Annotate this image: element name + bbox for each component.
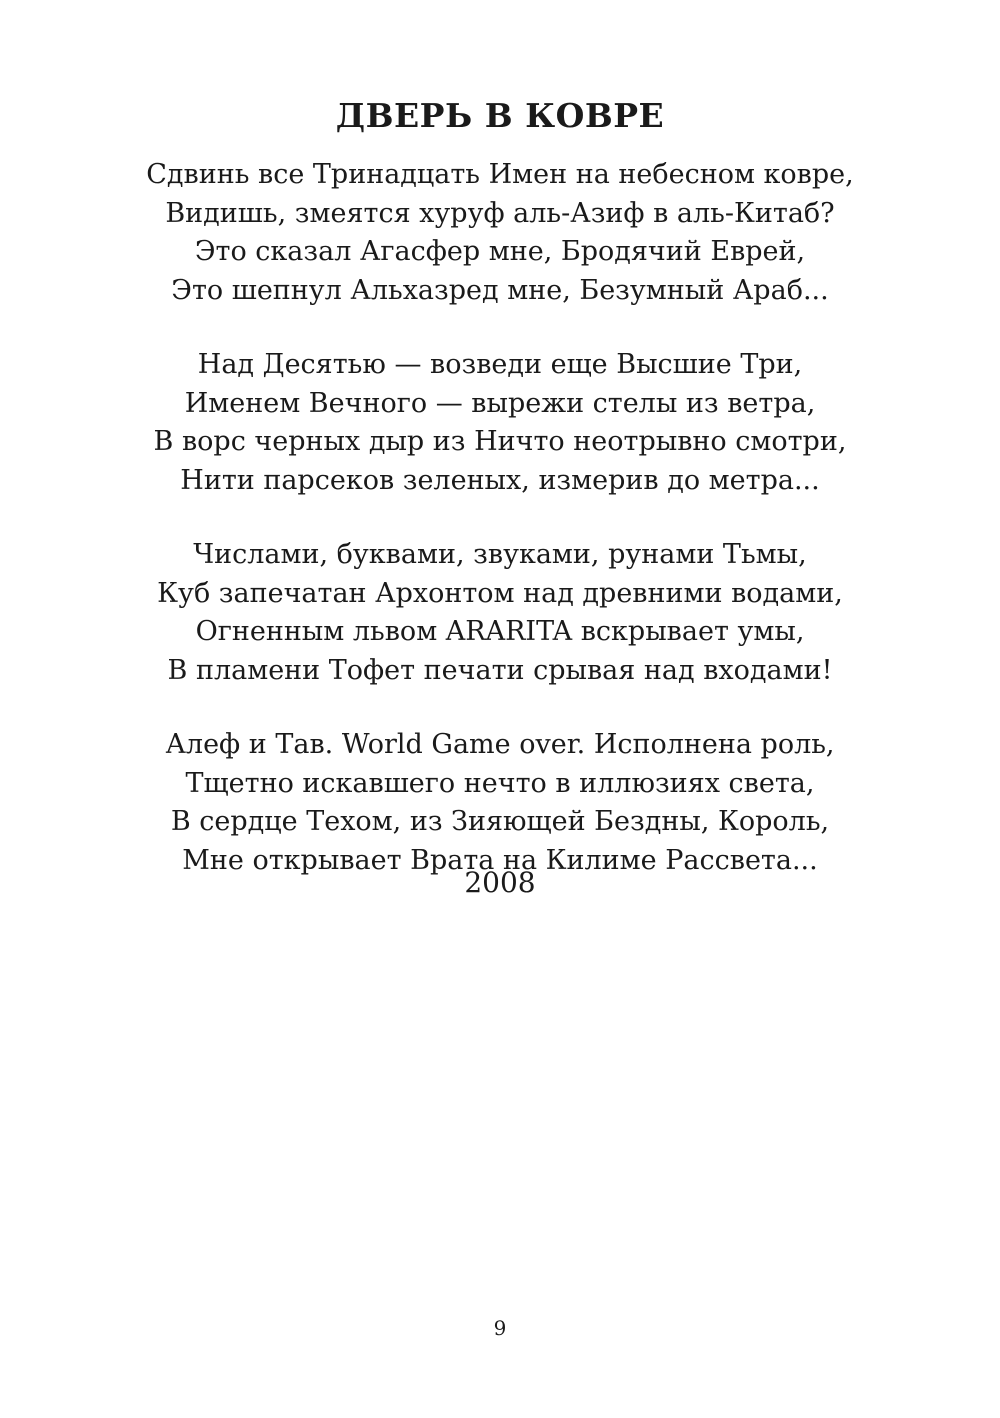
poem-line: В сердце Техом, из Зияющей Бездны, Король, [170, 806, 830, 837]
poem-line: Куб запечатан Архонтом над древними водами, [157, 577, 843, 609]
poem-line: Над Десятью — возведи еще Высшие Три, [197, 349, 803, 380]
poem-line: Это шепнул Альхазред мне, Безумный Араб... [171, 274, 829, 306]
poem-year: 2008 [464, 866, 536, 899]
poem-line: Мне открывает Врата на Килиме Рассвета... [182, 844, 818, 876]
poem-line: Это сказал Агасфер мне, Бродячий Еврей, [194, 236, 806, 267]
poem-line: Тщетно искавшего нечто в иллюзиях света, [185, 767, 815, 799]
stanza-4 [0, 726, 1000, 880]
poem-line: Числами, буквами, звуками, рунами Тьмы, [193, 539, 807, 570]
poem-line: Сдвинь все Тринадцать Имен на небесном ковре, [146, 159, 854, 190]
poem-line: Видишь, змеятся хуруф аль-Азиф в аль-Китаб? [165, 197, 835, 229]
stanza-1 [0, 156, 1000, 310]
page-number: 9 [493, 1316, 507, 1340]
stanza-3 [0, 536, 1000, 690]
poem-line: Нити парсеков зеленых, измерив до метра... [180, 464, 820, 496]
poem-line: В пламени Тофет печати срывая над входами! [167, 654, 833, 686]
poem-line: Именем Вечного — вырежи стелы из ветра, [184, 387, 816, 419]
poem-body [0, 156, 1000, 916]
poem-title: ДВЕРЬ В КОВРЕ [335, 96, 665, 135]
stanza-2 [0, 346, 1000, 500]
poem-line: Алеф и Тав. World Game over. Исполнена роль, [165, 729, 835, 760]
poem-line: Огненным львом ARARITA вскрывает умы, [195, 616, 805, 647]
poem-line: В ворс черных дыр из Ничто неотрывно смотри, [153, 426, 847, 457]
